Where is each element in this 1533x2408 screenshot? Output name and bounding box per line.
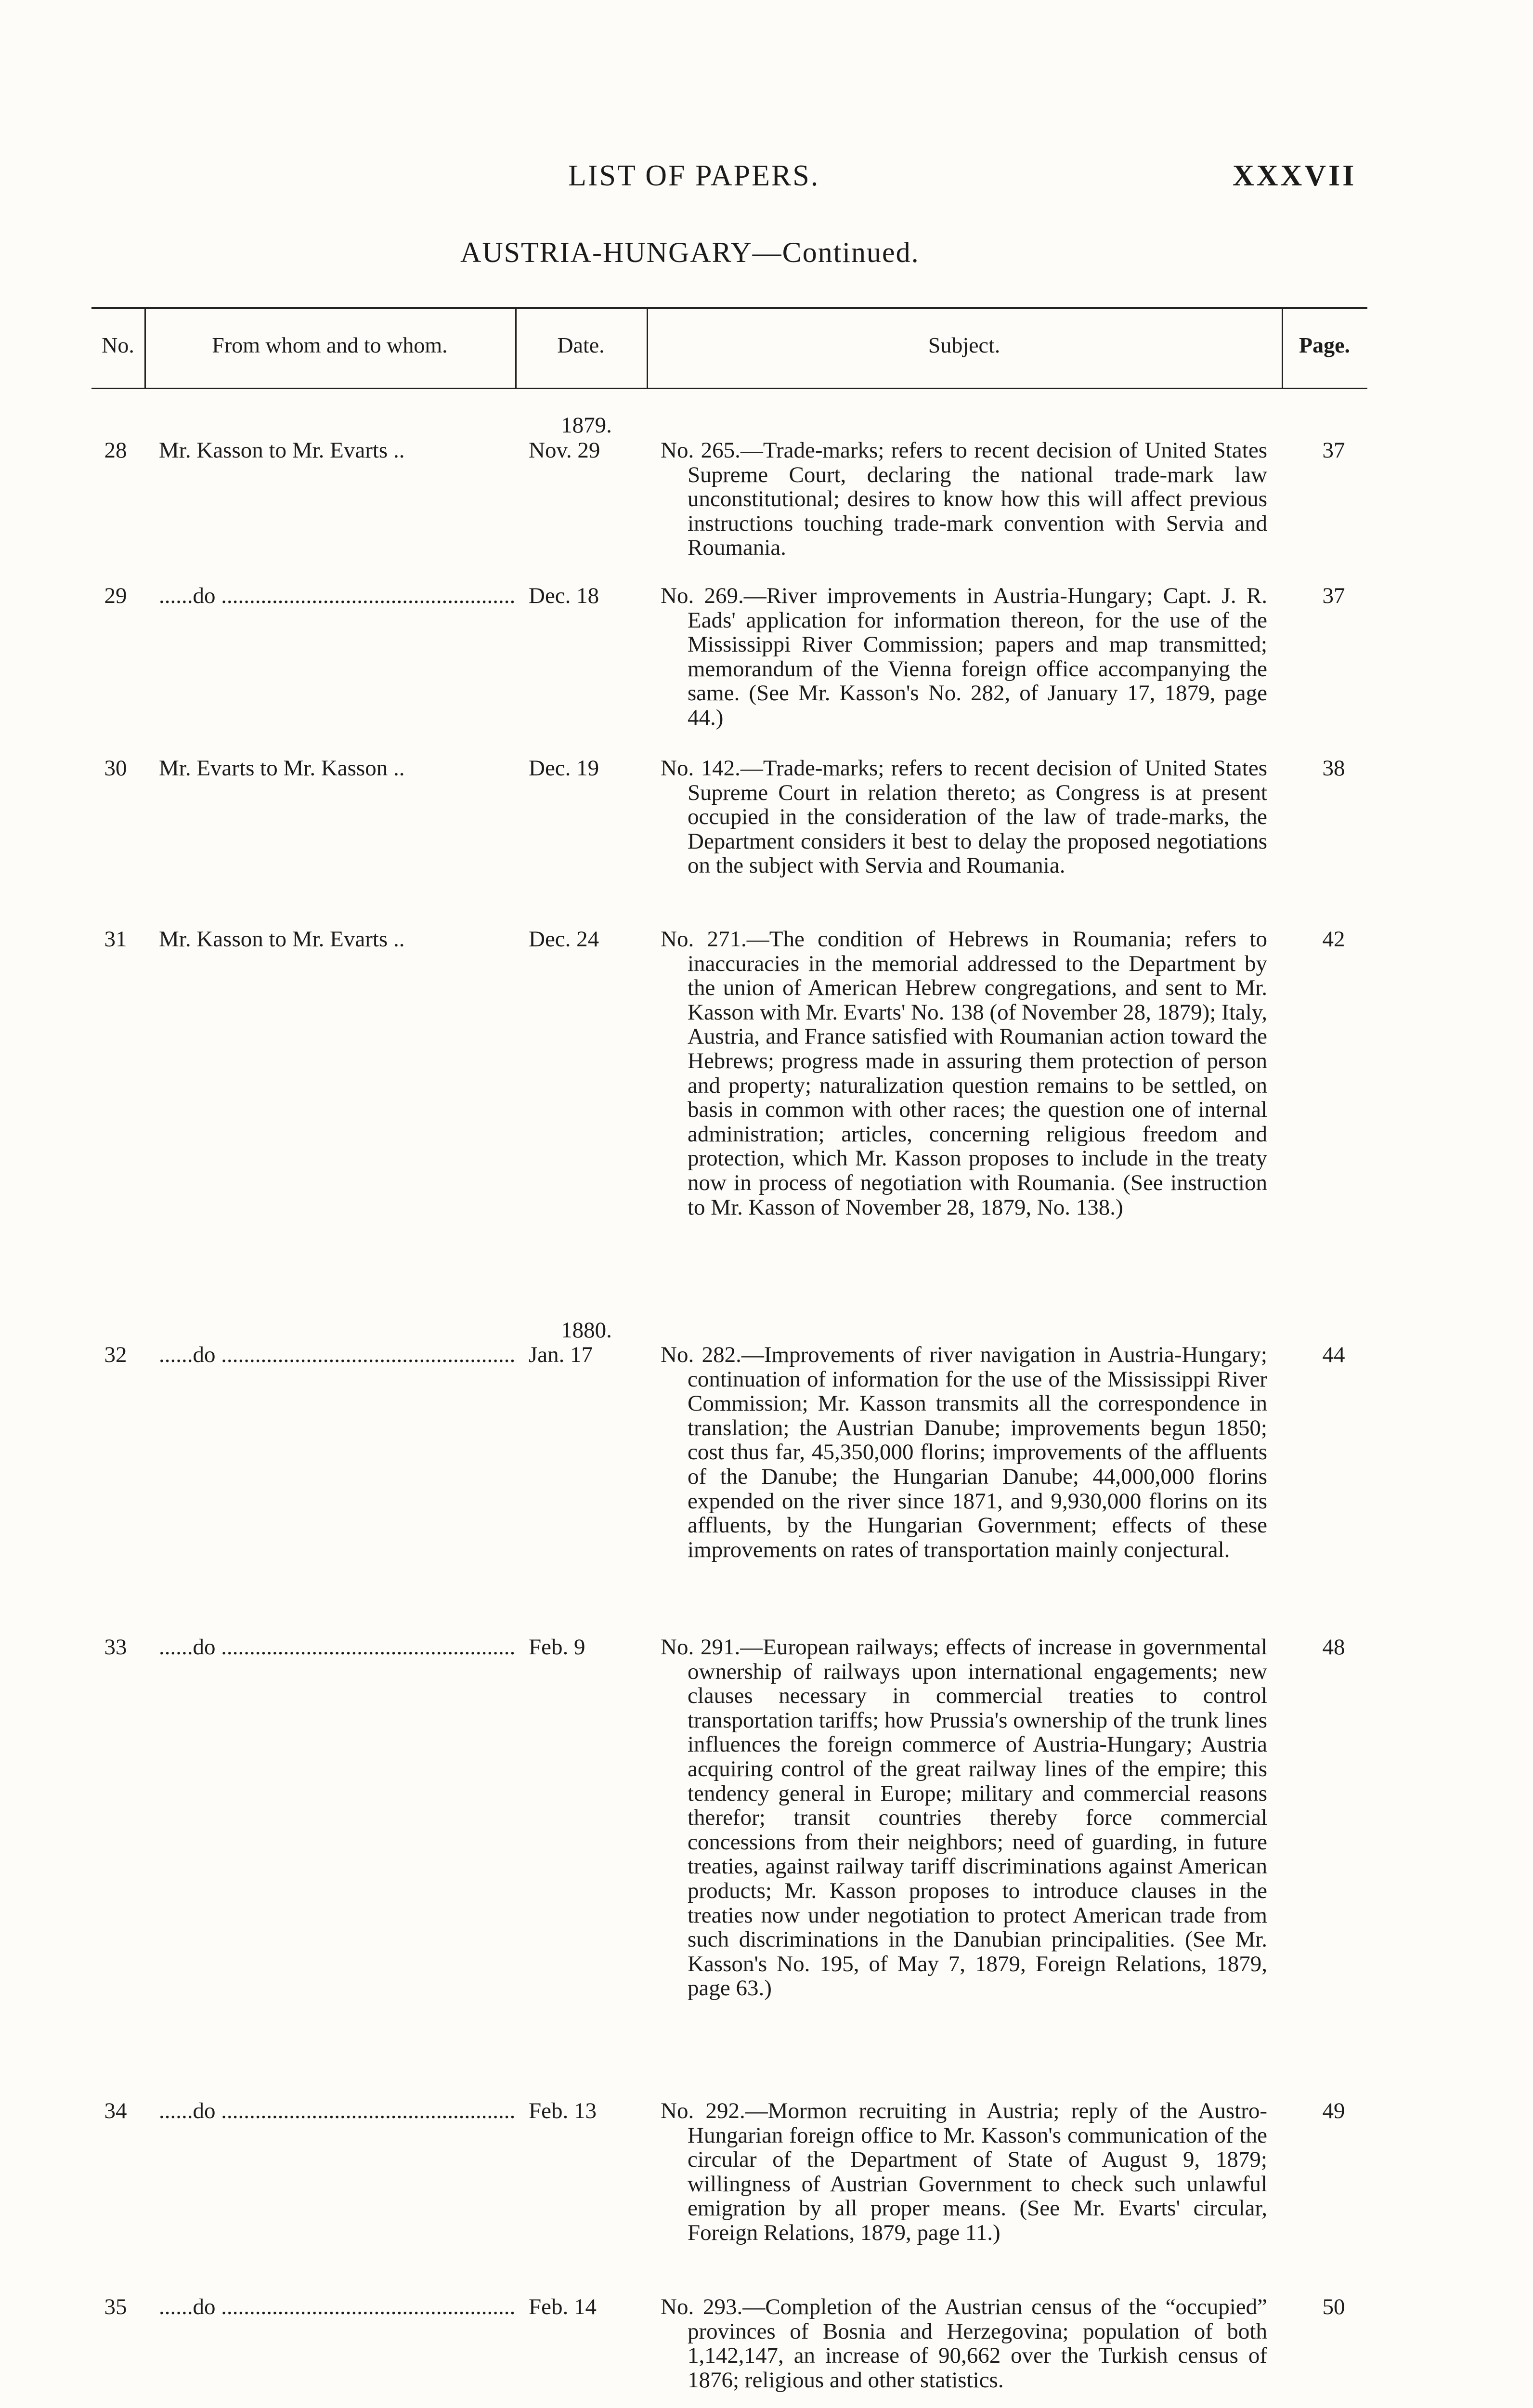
- entry-number: 33: [104, 1635, 127, 1660]
- page-number: XXXVII: [1233, 159, 1357, 192]
- entry-date: Dec. 18: [529, 583, 599, 608]
- entry-date: Dec. 19: [529, 756, 599, 781]
- entry-page: 42: [1322, 927, 1345, 952]
- entry-subject: No. 265.—Trade-marks; refers to recent decision of United States Supreme Court, declaring the national trade-mark law unconstitutional; desires to know how this will affect previous instructions touching trade-mark convention with Servia and Roumania.: [661, 438, 1267, 561]
- header-no: No.: [102, 333, 134, 357]
- header-date: Date.: [557, 333, 605, 357]
- entry-date: Dec. 24: [529, 927, 599, 952]
- entry-subject: No. 292.—Mormon recruiting in Austria; reply of the Austro-Hungarian foreign office to Mr. Kasson's communication of the circular of the Department of State of August 9, 1879; willingness of Austrian Government to check such unlawful emigration by all proper means. (See Mr. Evarts' circular, Foreign Relations, 1879, page 11.): [661, 2098, 1267, 2245]
- entry-date: Feb. 14: [529, 2294, 597, 2319]
- entry-from-to: Mr. Kasson to Mr. Evarts ..: [159, 438, 405, 463]
- header-from-to: From whom and to whom.: [212, 333, 448, 357]
- entry-page: 44: [1322, 1342, 1345, 1367]
- entry-subject: No. 291.—European railways; effects of increase in governmental ownership of railways upon international engagements; new clauses necessary in commercial treaties to control transportation tariffs; how Prussia's ownership of the trunk lines influences the foreign commerce of Austria-Hungary; Austria acquiring control of the great railway lines of the empire; this tendency general in Europe; military and commercial reasons therefor; transit countries thereby force commercial concessions from their neighbors; need of guarding, in future treaties, against railway tariff discriminations against American products; Mr. Kasson proposes to introduce clauses in the treaties now under negotiation to protect American trade from such discriminations in the Danubian principalities. (See Mr. Kasson's No. 195, of May 7, 1879, Foreign Relations, 1879, page 63.): [661, 1635, 1267, 2001]
- entry-from-to: Mr. Evarts to Mr. Kasson ..: [159, 756, 405, 781]
- entry-year: 1879.: [561, 413, 612, 438]
- table-top-rule: [91, 307, 1367, 309]
- entry-subject: No. 282.—Improvements of river navigation in Austria-Hungary; continuation of information for the use of the Mississippi River Commission; Mr. Kasson transmits all the correspondence in translation; the Austrian Danube; improvements begun 1850; cost thus far, 45,350,000 florins; improvements of the affluents of the Danube; the Hungarian Danube; 44,000,000 florins expended on the river since 1871, and 9,930,000 florins on its affluents, by the Hungarian Government; effects of these improvements on rates of transportation mainly conjectural.: [661, 1342, 1267, 1562]
- entry-number: 29: [104, 583, 127, 608]
- header-subject: Subject.: [928, 333, 1000, 357]
- page-title: LIST OF PAPERS.: [568, 159, 820, 192]
- header-page: Page.: [1299, 333, 1350, 357]
- entry-date: Feb. 9: [529, 1635, 585, 1660]
- section-title: AUSTRIA-HUNGARY—Continued.: [460, 236, 920, 268]
- entry-subject: No. 269.—River improvements in Austria-Hungary; Capt. J. R. Eads' application for information thereon, for the use of the Mississippi River Commission; papers and map transmitted; memorandum of the Vienna foreign office accompanying the same. (See Mr. Kasson's No. 282, of January 17, 1879, page 44.): [661, 583, 1267, 730]
- entry-date: Jan. 17: [529, 1342, 593, 1367]
- entry-page: 50: [1322, 2294, 1345, 2319]
- entry-page: 37: [1322, 583, 1345, 608]
- entry-number: 32: [104, 1342, 127, 1367]
- entry-subject: No. 293.—Completion of the Austrian census of the “occupied” provinces of Bosnia and Herzegovina; population of both 1,142,147, an increase of 90,662 over the Turkish census of 1876; religious and other statistics.: [661, 2294, 1267, 2393]
- running-head: [0, 159, 1533, 207]
- entry-number: 34: [104, 2098, 127, 2123]
- entry-page: 49: [1322, 2098, 1345, 2123]
- entry-subject: No. 142.—Trade-marks; refers to recent decision of United States Supreme Court in relation thereto; as Congress is at present occupied in the consideration of the law of trade-marks, the Department considers it best to delay the proposed negotiations on the subject with Servia and Roumania.: [661, 756, 1267, 878]
- header-bottom-rule: [91, 388, 1367, 389]
- entry-from-to: ......do .....: [159, 2099, 515, 2123]
- entry-from-to: ......do .....: [159, 584, 515, 608]
- entry-year: 1880.: [561, 1318, 612, 1343]
- entry-number: 35: [104, 2294, 127, 2319]
- entry-from-to: Mr. Kasson to Mr. Evarts ..: [159, 927, 405, 952]
- entry-number: 31: [104, 927, 127, 952]
- entry-from-to: ......do .....: [159, 2295, 515, 2319]
- entry-from-to: ......do .....: [159, 1635, 515, 1660]
- entry-date: Nov. 29: [529, 438, 600, 463]
- entry-page: 38: [1322, 756, 1345, 781]
- entry-page: 48: [1322, 1635, 1345, 1660]
- entry-subject: No. 271.—The condition of Hebrews in Roumania; refers to inaccuracies in the memorial addressed to the Department by the union of American Hebrew congregations, and sent to Mr. Kasson with Mr. Evarts' No. 138 (of November 28, 1879); Italy, Austria, and France satisfied with Roumanian action toward the Hebrews; progress made in assuring them protection of person and property; naturalization question remains to be settled, on basis in common with other races; the question one of internal administration; articles, concerning religious freedom and protection, which Mr. Kasson proposes to include in the treaty now in process of negotiation with Roumania. (See instruction to Mr. Kasson of November 28, 1879, No. 138.): [661, 927, 1267, 1220]
- entry-from-to: ......do .....: [159, 1343, 515, 1367]
- entry-date: Feb. 13: [529, 2098, 597, 2123]
- entry-page: 37: [1322, 438, 1345, 463]
- entry-number: 28: [104, 438, 127, 463]
- entry-number: 30: [104, 756, 127, 781]
